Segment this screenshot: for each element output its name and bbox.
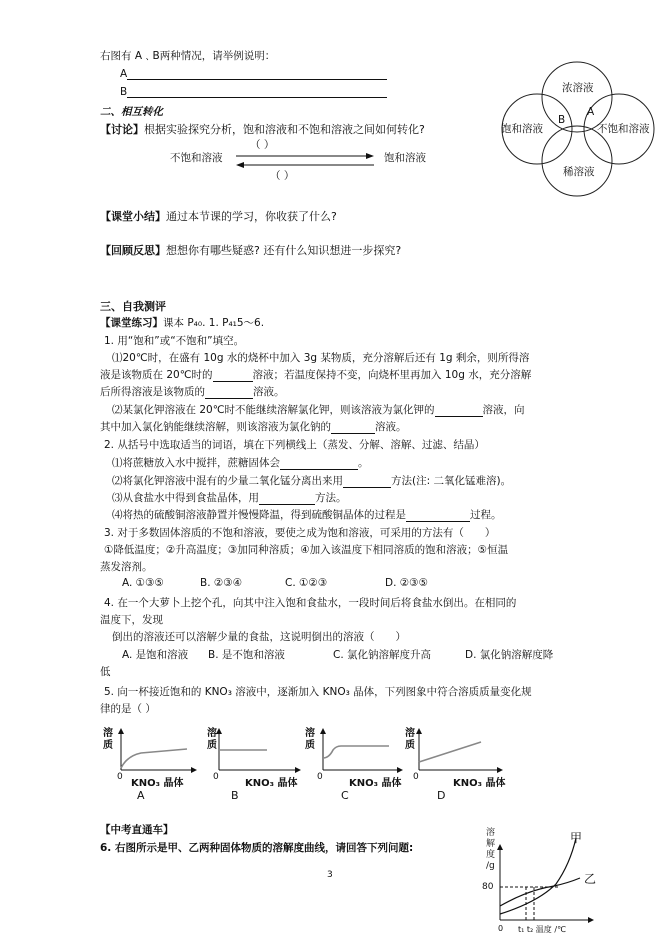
graph-c-letter: C	[341, 789, 349, 802]
q1-1-line-c	[100, 384, 285, 399]
conversion-arrows	[232, 151, 378, 171]
graph-a-ylabel-1: 溶	[103, 728, 113, 739]
q3-options-b: 蒸发溶剂。	[100, 561, 153, 573]
practice-text: 课本 P₄₀. 1. P₄₁5～6.	[163, 317, 265, 329]
q4-choice-d[interactable]: D. 氯化钠溶解度降	[465, 649, 554, 661]
q1-2b-pre: 其中加入氯化钠能继续溶解，则该溶液为氯化钠的	[100, 421, 331, 433]
q1-title: 1. 用“饱和”或“不饱和”填空。	[104, 335, 245, 347]
summary-text: 通过本节课的学习，你收获了什么?	[166, 210, 337, 223]
blank-line-b	[120, 86, 387, 98]
page-number: 3	[327, 870, 333, 880]
graph-c[interactable]	[305, 728, 403, 802]
exam-q6: 6. 右图所示是甲、乙两种固体物质的溶解度曲线，请回答下列问题:	[100, 842, 414, 854]
q2-1-blank[interactable]	[280, 459, 358, 470]
graph-b-xlabel: KNO₃ 晶体	[245, 778, 298, 789]
graph-b-origin: 0	[213, 772, 219, 782]
q1-1-blank-2[interactable]	[205, 388, 253, 399]
graph-a-ylabel-2: 质	[103, 740, 113, 751]
section2-title: 二、相互转化	[100, 106, 163, 118]
reflection	[100, 242, 401, 258]
graph-d-origin: 0	[413, 772, 419, 782]
sol-plot	[458, 826, 658, 935]
graph-a-letter: A	[137, 789, 145, 802]
conversion-right-label: 饱和溶液	[384, 152, 426, 164]
graph-a-plot	[103, 728, 197, 778]
exam-tag: 【中考直通车】	[100, 824, 174, 836]
venn-right-label: 不饱和溶液	[597, 123, 650, 135]
q3-title: 3. 对于多数固体溶质的不饱和溶液，要使之成为饱和溶液，可采用的方法有（ ）	[104, 527, 496, 539]
q4-choice-a[interactable]: A. 是饱和溶液	[122, 649, 189, 661]
q4-choice-b[interactable]: B. 是不饱和溶液	[208, 649, 285, 661]
sol-ylabel-3: 度	[486, 850, 496, 860]
q2-3-blank[interactable]	[259, 494, 315, 505]
graph-d-ylabel-1: 溶	[405, 728, 415, 739]
sol-ylabel-1: 溶	[486, 828, 496, 838]
venn-b-label: B	[558, 114, 566, 126]
graph-d-plot	[405, 728, 503, 778]
sol-ylabel-4: /g	[486, 861, 495, 871]
blank-b-label: B	[120, 86, 128, 98]
q3-choice-c[interactable]: C. ①②③	[285, 577, 328, 589]
q2-2	[112, 473, 511, 488]
graph-c-xlabel: KNO₃ 晶体	[349, 778, 402, 789]
q1-1c-post: 溶液。	[253, 386, 285, 398]
q1-2-line-a	[112, 402, 525, 417]
q2-title: 2. 从括号中选取适当的词语，填在下列横线上（蒸发、分解、溶解、过滤、结晶）	[104, 439, 485, 451]
q1-2a-post: 溶液，向	[482, 404, 525, 416]
venn-bottom-label: 稀溶液	[563, 166, 595, 178]
venn-a-label: A	[587, 106, 595, 118]
reflection-tag: 【回顾反思】	[100, 244, 166, 257]
discussion-tag: 【讨论】	[100, 123, 144, 136]
graph-a-origin: 0	[117, 772, 123, 782]
graph-c-plot	[305, 728, 403, 778]
q1-1b-post: 溶液；若温度保持不变，向烧杯里再加入 10g 水，充分溶解	[252, 369, 532, 381]
sol-origin: 0	[498, 924, 504, 933]
graph-a[interactable]	[103, 728, 197, 802]
graph-a-xlabel: KNO₃ 晶体	[131, 778, 184, 789]
q1-1-line-b	[100, 367, 531, 382]
q4-line-c: 倒出的溶液还可以溶解少量的食盐，这说明倒出的溶液（ ）	[112, 631, 406, 643]
venn-left-label: 饱和溶液	[501, 123, 543, 135]
q4-choice-c[interactable]: C. 氯化钠溶解度升高	[333, 649, 432, 661]
q3-choice-a[interactable]: A. ①③⑤	[122, 577, 164, 589]
q1-2-blank-1[interactable]	[435, 406, 483, 417]
q2-2-post: 方法(注: 二氧化锰难溶)。	[391, 475, 512, 487]
q1-2a-pre: ⑵某氯化钾溶液在 20℃时不能继续溶解氯化钾，则该溶液为氯化钾的	[112, 404, 435, 416]
sol-ylabel-2: 解	[486, 839, 496, 849]
q5-line-a: 5. 向一杯接近饱和的 KNO₃ 溶液中，逐渐加入 KNO₃ 晶体，下列图象中符合溶质质量变化规	[104, 686, 532, 698]
q3-choice-d[interactable]: D. ②③⑤	[385, 577, 428, 589]
q4-tail: 低	[100, 666, 111, 678]
sol-xlabel: t₁ t₂ 温度 /℃	[518, 925, 566, 934]
conversion-left-label: 不饱和溶液	[170, 152, 223, 164]
q4-line-b: 温度下，发现	[100, 614, 163, 626]
q2-2-pre: ⑵将氯化钾溶液中混有的少量二氧化锰分离出来用	[112, 475, 343, 487]
graph-c-ylabel-2: 质	[305, 740, 315, 751]
q1-1b-pre: 液是该物质在 20℃时的	[100, 369, 213, 381]
conversion-top-paren: （ ）	[250, 139, 275, 151]
blank-line-a	[120, 68, 387, 80]
graph-b-plot	[207, 728, 301, 778]
q2-4-pre: ⑷将热的硫酸铜溶液静置并慢慢降温，得到硫酸铜晶体的过程是	[112, 509, 406, 521]
discussion	[100, 121, 425, 137]
section3-title: 三、自我测评	[100, 300, 166, 313]
q1-1c-pre: 后所得溶液是该物质的	[100, 386, 205, 398]
q2-1-text: ⑴将蔗糖放入水中搅拌，蔗糖固体会	[112, 457, 280, 469]
graph-b-letter: B	[231, 789, 239, 802]
graph-d-xlabel: KNO₃ 晶体	[453, 778, 506, 789]
discussion-text: 根据实验探究分析，饱和溶液和不饱和溶液之间如何转化?	[144, 123, 425, 136]
summary-tag: 【课堂小结】	[100, 210, 166, 223]
q1-2-line-b	[100, 419, 407, 434]
sol-jia-label: 甲	[570, 831, 583, 845]
practice-tag: 【课堂练习】	[100, 317, 163, 329]
q2-2-blank[interactable]	[343, 477, 391, 488]
q1-1-blank-1[interactable]	[213, 371, 253, 382]
graph-b-ylabel-1: 溶	[207, 728, 217, 739]
blank-a-label: A	[120, 68, 128, 80]
graph-c-ylabel-1: 溶	[305, 728, 315, 739]
graph-d[interactable]	[405, 728, 506, 802]
q1-1-line-a: ⑴20℃时，在盛有 10g 水的烧杯中加入 3g 某物质，充分溶解后还有 1g 剩余，则所得溶	[112, 352, 530, 364]
q1-2b-post: 溶液。	[375, 421, 407, 433]
q2-3-post: 方法。	[315, 492, 347, 504]
q2-3-pre: ⑶从食盐水中得到食盐晶体，用	[112, 492, 259, 504]
graph-b[interactable]	[207, 728, 301, 802]
venn-top-label: 浓溶液	[562, 82, 594, 94]
class-practice	[100, 315, 264, 330]
q4-line-a: 4. 在一个大萝卜上挖个孔，向其中注入饱和食盐水，一段时间后将食盐水倒出。在相同的	[104, 597, 517, 609]
solubility-chart	[458, 826, 658, 935]
q2-4-post: 过程。	[470, 509, 502, 521]
q2-4-blank[interactable]	[406, 511, 470, 522]
graph-b-ylabel-2: 质	[207, 740, 217, 751]
q2-1: ⑴将蔗糖放入水中搅拌，蔗糖固体会 。	[112, 457, 369, 469]
sol-yi-label: 乙	[584, 872, 597, 886]
q2-4	[112, 507, 502, 522]
q3-options-a: ①降低温度；②升高温度；③加同种溶质；④加入该温度下相同溶质的饱和溶液；⑤恒温	[104, 544, 509, 556]
q1-2-blank-2[interactable]	[331, 423, 375, 434]
conversion-bottom-paren: （ ）	[270, 170, 295, 182]
q2-3	[112, 490, 347, 505]
graph-d-ylabel-2: 质	[405, 740, 415, 751]
intro-question: 右图有 A﹑B两种情况，请举例说明：	[100, 50, 276, 62]
class-summary	[100, 208, 337, 224]
q5-line-b: 律的是（ ）	[100, 703, 156, 715]
reflection-text: 想想你有哪些疑惑? 还有什么知识想进一步探究?	[166, 244, 402, 257]
q3-choice-b[interactable]: B. ②③④	[200, 577, 243, 589]
graph-d-letter: D	[437, 789, 446, 802]
graph-c-origin: 0	[317, 772, 323, 782]
sol-val-80: 80	[482, 882, 494, 892]
